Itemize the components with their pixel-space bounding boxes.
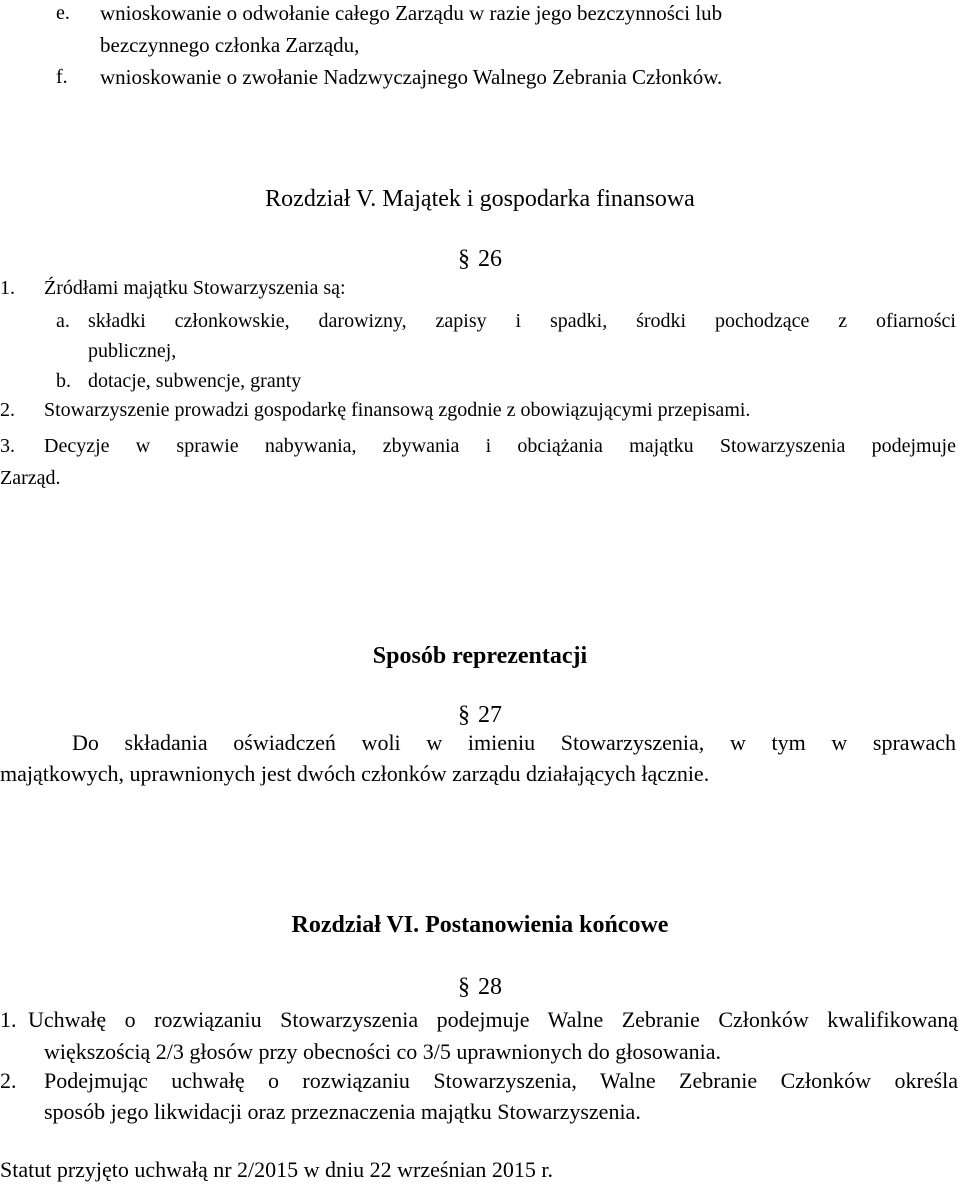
paragraph-number: 27 — [478, 702, 502, 728]
item-2-label: 2. — [0, 399, 15, 421]
item-1-text: Źródłami majątku Stowarzyszenia są: — [44, 277, 346, 299]
item-3-line2: Zarząd. — [0, 467, 61, 489]
item-1-label: 1. — [0, 277, 15, 299]
item-b-text: dotacje, subwencje, granty — [88, 370, 302, 392]
paragraph-27-number — [458, 700, 502, 730]
item-a-label: a. — [56, 310, 70, 332]
paragraph-27-line2: majątkowych, uprawnionych jest dwóch członków zarządu działających łącznie. — [0, 761, 710, 786]
list-label-e: e. — [56, 2, 70, 24]
section-sign-icon: § — [458, 246, 470, 272]
para28-item-2-line2: sposób jego likwidacji oraz przeznaczenia majątku Stowarzyszenia. — [44, 1099, 641, 1124]
paragraph-26-number — [458, 244, 502, 274]
list-item-e-line1: wnioskowanie o odwołanie całego Zarządu w razie jego bezczynności lub — [100, 1, 723, 25]
chapter-5-heading: Rozdział V. Majątek i gospodarka finansowa — [265, 186, 695, 212]
representation-heading: Sposób reprezentacji — [372, 643, 588, 669]
paragraph-number: 28 — [478, 974, 502, 1000]
paragraph-28-number — [458, 972, 502, 1002]
para28-item-2-line1: Podejmując uchwałę o rozwiązaniu Stowarzyszenia, Walne Zebranie Członków określa — [44, 1068, 958, 1093]
para28-item-1-line2: większością 2/3 głosów przy obecności co 3/5 uprawnionych do głosowania. — [44, 1039, 721, 1064]
chapter-6-heading: Rozdział VI. Postanowienia końcowe — [291, 912, 669, 938]
item-3-label: 3. — [0, 435, 15, 457]
list-item-e-line2: bezczynnego członka Zarządu, — [100, 33, 360, 57]
paragraph-number: 26 — [478, 246, 502, 272]
para28-item-2-label: 2. — [0, 1068, 17, 1093]
paragraph-27-line1: Do składania oświadczeń woli w imieniu Stowarzyszenia, w tym w sprawach — [72, 730, 956, 755]
para28-item-1-line1: Uchwałę o rozwiązaniu Stowarzyszenia podejmuje Walne Zebranie Członków kwalifikowaną — [28, 1007, 958, 1032]
item-b-label: b. — [56, 370, 71, 392]
statute-adoption-note: Statut przyjęto uchwałą nr 2/2015 w dniu 22 wrześnian 2015 r. — [0, 1157, 553, 1182]
item-a-line2: publicznej, — [88, 340, 177, 362]
section-sign-icon: § — [458, 974, 470, 1000]
section-sign-icon: § — [458, 702, 470, 728]
list-label-f: f. — [56, 66, 68, 88]
item-a-line1: składki członkowskie, darowizny, zapisy i spadki, środki pochodzące z ofiarności — [88, 310, 956, 332]
item-2-text: Stowarzyszenie prowadzi gospodarkę finansową zgodnie z obowiązującymi przepisami. — [44, 399, 751, 421]
list-item-f-line1: wnioskowanie o zwołanie Nadzwyczajnego Walnego Zebrania Członków. — [100, 65, 723, 89]
item-3-line1: Decyzje w sprawie nabywania, zbywania i obciążania majątku Stowarzyszenia podejmuje — [44, 435, 956, 457]
para28-item-1-label: 1. — [0, 1007, 17, 1032]
